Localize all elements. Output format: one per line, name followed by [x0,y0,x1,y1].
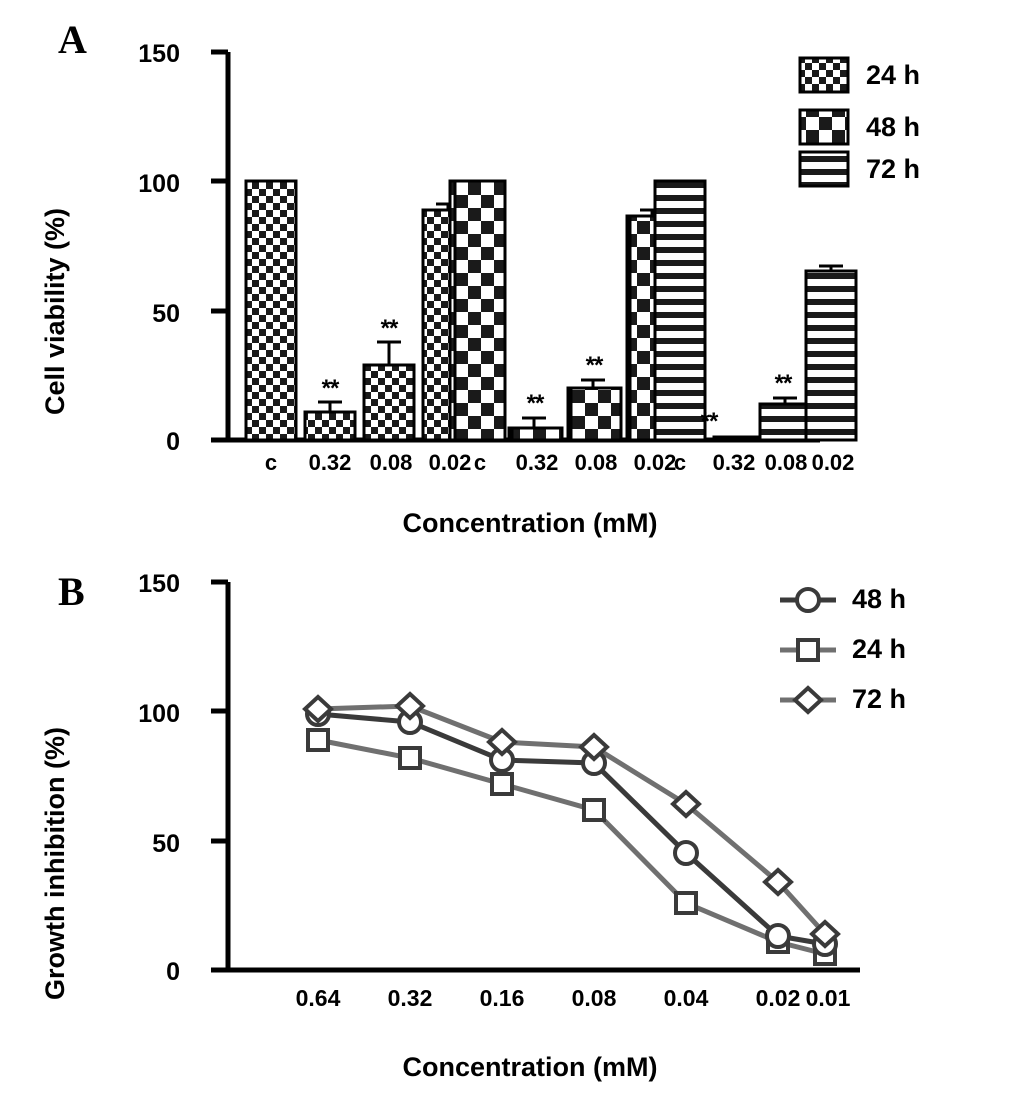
panel-a-y-axis-title: Cell viability (%) [40,207,70,415]
panel-a-sig-48h-008: ** [585,352,603,379]
panel-a-sig-24h-008: ** [380,315,398,342]
panel-a-sig-48h-032: ** [526,390,544,417]
panel-a-legend-label-72h: 72 h [866,154,921,184]
panel-a-x-axis-title: Concentration (mM) [402,508,658,538]
panel-a-cat-24h-c: c [264,450,278,475]
panel-b-y-axis-title: Growth inhibition (%) [40,727,70,1000]
panel-b-x-axis-title: Concentration (mM) [402,1052,658,1082]
panel-b-xtick-5: 0.02 [755,985,801,1011]
panel-a-sig-72h-008: ** [774,370,792,397]
panel-b-ytick-50: 50 [152,830,180,858]
panel-a-legend-label-48h: 48 h [866,112,921,142]
panel-a-cat-24h-002: 0.02 [428,450,472,475]
panel-b-ytick-100: 100 [138,700,180,728]
panel-a-cat-72h-008: 0.08 [764,450,808,475]
panel-a-ytick-150: 150 [138,40,180,68]
panel-b-xtick-1: 0.32 [387,985,433,1011]
panel-b-ytick-0: 0 [166,958,180,986]
panel-a-cat-48h-008: 0.08 [574,450,618,475]
panel-a-cat-24h-008: 0.08 [369,450,413,475]
panel-b-xtick-3: 0.08 [571,985,617,1011]
panel-b-legend-label-48h: 48 h [852,584,907,614]
panel-a-cat-72h-032: 0.32 [712,450,756,475]
panel-b-xtick-0: 0.64 [295,985,341,1011]
panel-b-xtick-4: 0.04 [663,985,709,1011]
panel-b [0,560,1033,1098]
panel-a-cat-48h-032: 0.32 [515,450,559,475]
panel-a-cat-48h-002: 0.02 [633,450,677,475]
panel-b-legend-label-72h: 72 h [852,684,907,714]
panel-a-cat-48h-c: c [473,450,487,475]
panel-b-xtick-2: 0.16 [479,985,525,1011]
panel-a-cat-72h-002: 0.02 [811,450,855,475]
panel-a-cat-24h-032: 0.32 [308,450,352,475]
panel-a-legend-label-24h: 24 h [866,60,921,90]
panel-a-ytick-0: 0 [166,428,180,456]
panel-b-ytick-150: 150 [138,570,180,598]
panel-a-ytick-100: 100 [138,170,180,198]
panel-a-letter: A [58,17,87,62]
panel-a-ytick-50: 50 [152,300,180,328]
panel-b-xtick-6: 0.01 [805,985,851,1011]
panel-a-sig-72h-032: ** [700,408,718,435]
panel-b-letter: B [58,569,85,614]
panel-b-legend-label-24h: 24 h [852,634,907,664]
panel-a-sig-24h-032: ** [321,375,339,402]
panel-a-cat-72h-c: c [673,450,687,475]
